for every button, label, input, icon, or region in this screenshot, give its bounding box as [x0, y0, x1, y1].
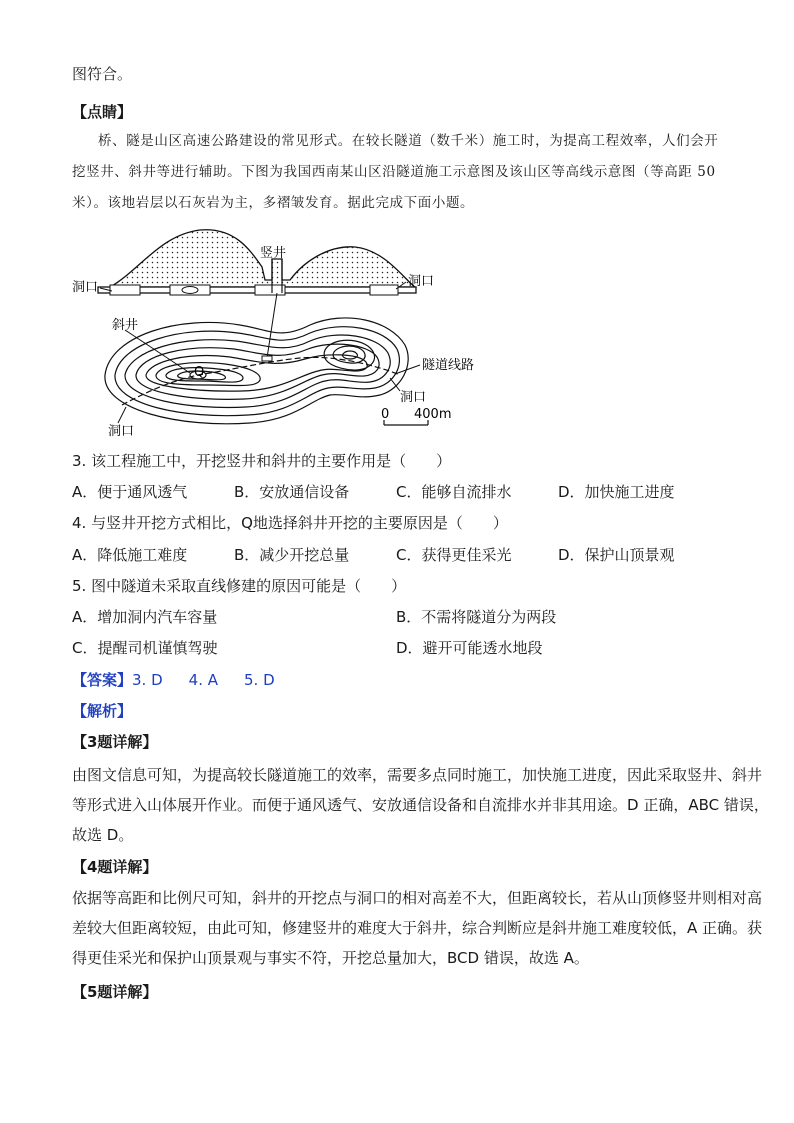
q3-option-c: C．能够自流排水 — [396, 483, 512, 501]
q5-option-b: B．不需将隧道分为两段 — [396, 608, 557, 626]
q4-option-a: A．降低施工难度 — [72, 546, 188, 564]
label-shaft: 竖井 — [260, 246, 287, 261]
scale-end: 400m — [414, 407, 452, 422]
label-incline: 斜井 — [112, 318, 139, 333]
answer-5: 5. D — [244, 671, 275, 689]
answer-row — [72, 670, 275, 690]
label-entrance-right: 洞口 — [408, 274, 435, 289]
detail-4-line-2: 差较大但距离较短，由此可知，修建竖井的难度大于斜井，综合判断应是斜井施工难度较低，A 正确。获 — [72, 919, 763, 937]
q4-option-b: B．减少开挖总量 — [234, 546, 350, 564]
intro-line-1: 桥、隧是山区高速公路建设的常见形式。在较长隧道（数千米）施工时，为提高工程效率，人们会开 — [98, 133, 719, 149]
analysis-label: 【解析】 — [72, 702, 133, 720]
cross-section — [98, 230, 416, 295]
q3-option-b: B．安放通信设备 — [234, 483, 350, 501]
intro-line-2: 挖竖井、斜井等进行辅助。下图为我国西南某山区沿隧道施工示意图及该山区等高线示意图（等高距 50 — [72, 164, 716, 180]
question-4-stem: 4. 与竖井开挖方式相比，Q地选择斜井开挖的主要原因是（ ） — [72, 514, 508, 532]
contour-map — [105, 318, 408, 424]
label-tunnel-route: 隧道线路 — [422, 358, 475, 373]
label-entrance-southwest: 洞口 — [108, 424, 135, 439]
question-3-stem: 3. 该工程施工中，开挖竖井和斜井的主要作用是（ ） — [72, 452, 452, 470]
scale-bar — [381, 407, 451, 425]
q5-option-d: D．避开可能透水地段 — [396, 639, 543, 657]
detail-3-line-2: 等形式进入山体展开作业。而便于通风透气、安放通信设备和自流排水并非其用途。D 正确，ABC 错误， — [72, 796, 769, 814]
label-entrance-east: 洞口 — [400, 390, 427, 405]
tunnel-route-line — [122, 357, 400, 405]
detail-3-line-1: 由图文信息可知，为提高较长隧道施工的效率，需要多点同时施工，加快施工进度，因此采取竖井、斜井 — [72, 766, 763, 784]
incline-shaft-leader — [125, 330, 190, 373]
scale-zero: 0 — [381, 407, 390, 422]
q3-option-a: A．便于通风透气 — [72, 483, 188, 501]
detail-3-line-3: 故选 D。 — [72, 826, 134, 844]
detail-3-heading: 【3题详解】 — [72, 733, 158, 751]
detail-4-heading: 【4题详解】 — [72, 858, 158, 876]
dianjing-heading: 【点睛】 — [72, 103, 133, 121]
q5-option-a: A．增加洞内汽车容量 — [72, 608, 218, 626]
q4-option-d: D．保护山顶景观 — [558, 546, 675, 564]
label-q-point: Q — [194, 365, 205, 380]
tunnel-diagram-figure — [70, 225, 490, 440]
answer-4: 4. A — [188, 671, 218, 689]
intro-line-3: 米）。该地岩层以石灰岩为主，多褶皱发育。据此完成下面小题。 — [72, 195, 475, 211]
q3-option-d: D．加快施工进度 — [558, 483, 675, 501]
question-5-stem: 5. 图中隧道未采取直线修建的原因可能是（ ） — [72, 577, 407, 595]
answer-label: 【答案】 — [72, 671, 133, 689]
q4-option-c: C．获得更佳采光 — [396, 546, 512, 564]
q5-option-c: C．提醒司机谨慎驾驶 — [72, 639, 218, 657]
detail-5-heading: 【5题详解】 — [72, 983, 158, 1001]
label-entrance-left: 洞口 — [72, 280, 99, 295]
detail-4-line-3: 得更佳采光和保护山顶景观与事实不符，开挖总量加大，BCD 错误，故选 A。 — [72, 949, 589, 967]
answer-3: 3. D — [132, 671, 163, 689]
previous-answer-tail: 图符合。 — [72, 65, 133, 83]
detail-4-line-1: 依据等高距和比例尺可知，斜井的开挖点与洞口的相对高差不大，但距离较长，若从山顶修竖井则相对高 — [72, 889, 763, 907]
